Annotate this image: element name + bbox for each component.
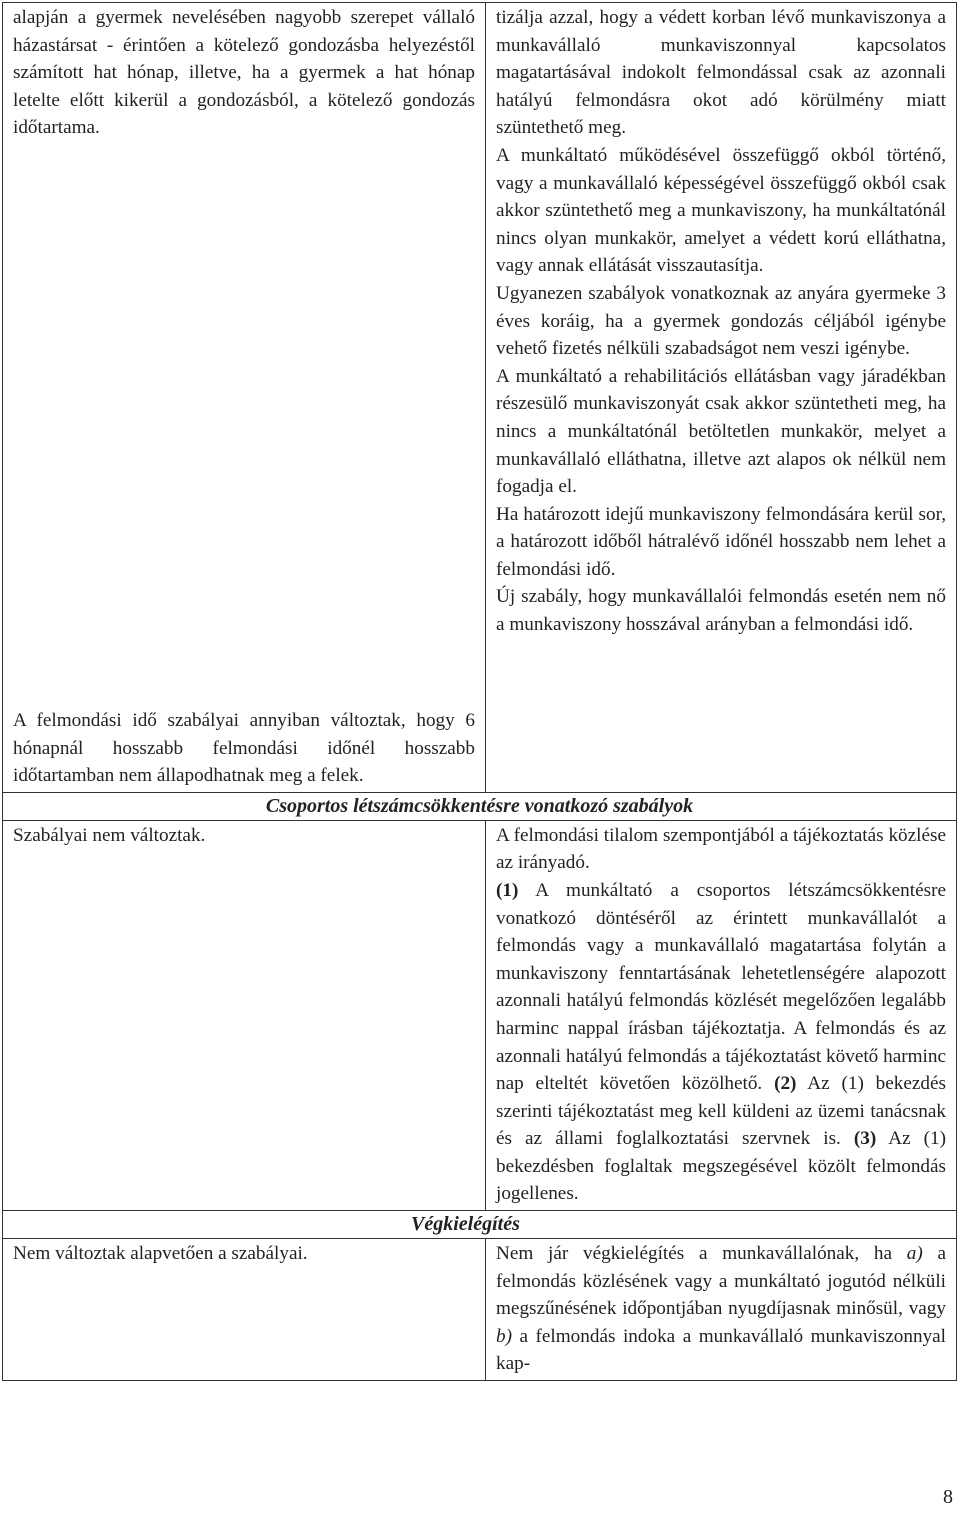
paragraph-number-2: (2)	[774, 1073, 797, 1095]
right-column-cell	[486, 1239, 957, 1381]
right-paragraph-tajekoztatas: A felmondási tilalom szempontjából a tájékoztatás közlése az irányadó.	[496, 824, 946, 874]
vegkielegites-item-a: a felmondás közlésének vagy a munkáltató jogutód nélküli megszűnésének időpontjában nyugdíjasnak minősül, vagy	[496, 1243, 947, 1320]
left-paragraph-gondozas: alapján a gyermek nevelésében nagyobb szerepet vállaló házastársat - érintően a kötelező gondozásba helyezéstől számított hat hónap, illetve, ha a gyermek a hat hónap letelte előtt kikerül a gondozásból, a kötelező gondozás időtartama.	[13, 7, 475, 139]
spacer	[13, 142, 475, 707]
right-column-cell	[486, 3, 957, 793]
comparison-table	[2, 2, 957, 1381]
table-row	[3, 1239, 957, 1381]
paragraph-text-2: Az (1) bekezdés szerinti tájékoztatást meg kell küldeni az üzemi tanácsnak és az állami foglalkoztatási szervnek is.	[496, 1073, 946, 1150]
table-row	[3, 792, 957, 820]
right-paragraph-mukodes: A munkáltató működésével összefüggő okból történő, vagy a munkavállaló képességével összefüggő okból csak akkor szüntethető meg a munkaviszony, ha munkáltatónál nincs olyan munkakör, amelyet a védett korú elláthatna, vagy annak ellátását visszautasítja.	[496, 144, 946, 277]
table-row	[3, 820, 957, 1210]
right-paragraph-anya: Ugyanezen szabályok vonatkoznak az anyára gyermeke 3 éves koráig, ha a gyermek gondozás céljából igénybe vehető fizetés nélküli szabadságot nem veszi igénybe.	[496, 282, 946, 360]
right-paragraph-uj-szabaly: Új szabály, hogy munkavállalói felmondás esetén nem nő a munkaviszony hosszával arányban a felmondási idő.	[496, 586, 946, 636]
left-column-cell	[3, 3, 486, 793]
left-paragraph-felmondasi-ido: A felmondási idő szabályai annyiban változtak, hogy 6 hónapnál hosszabb felmondási időnél hosszabb időtartamban nem állapodhatnak meg a felek.	[13, 709, 475, 787]
paragraph-text-1: A munkáltató a csoportos létszámcsökkentésre vonatkozó döntéséről az érintett munkavállalót a felmondás vagy a munkavállaló magatartása folytán a munkaviszony fenntartásának lehetetlenségére alapozott azonnali hatályú felmondás közlését megelőzően legalább harminc nappal írásban tájékoztatja. A felmondás és az azonnali hatályú felmondás a tájékoztatást követő harminc nap elteltét követően közölhető.	[496, 879, 946, 1095]
right-paragraph-vegkielegites	[496, 1240, 946, 1378]
table-row	[3, 1211, 957, 1239]
paragraph-text-3: Az (1) bekezdésben foglaltak megszegésével közölt felmondás jogellenes.	[496, 1128, 946, 1205]
paragraph-number-1: (1)	[496, 879, 519, 901]
vegkielegites-item-b: a felmondás indoka a munkavállaló munkaviszonnyal kap-	[496, 1325, 947, 1375]
page-number: 8	[943, 1486, 953, 1508]
right-paragraph-rehabilitacio: A munkáltató a rehabilitációs ellátásban vagy járadékban részesülő munkaviszonyát csak akkor szüntetheti meg, ha nincs a munkáltatónál betöltetlen munkakör, melyet a munkavállaló elláthatna, illetve azt alapos ok nélkül nem fogadja el.	[496, 365, 946, 498]
list-marker-b: b)	[496, 1325, 512, 1347]
left-column-cell	[3, 820, 486, 1210]
paragraph-number-3: (3)	[853, 1128, 877, 1150]
right-column-cell	[486, 820, 957, 1210]
table-row	[3, 3, 957, 793]
section-heading-csoportos: Csoportos létszámcsökkentésre vonatkozó szabályok	[3, 792, 957, 820]
list-marker-a: a)	[906, 1243, 923, 1265]
right-paragraph-hatarozott: Ha határozott idejű munkaviszony felmondására kerül sor, a határozott időből hátralévő időnél hosszabb nem lehet a felmondási idő.	[496, 503, 946, 580]
section-heading-vegkielegites: Végkielégítés	[3, 1211, 957, 1239]
right-paragraph-vedett-kor: tizálja azzal, hogy a védett korban lévő munkaviszonya a munkavállaló munkaviszonnyal kapcsolatos magatartásával indokolt felmondással csak az azonnali hatályú felmondásra okot adó körülmény miatt szüntethető meg.	[496, 7, 946, 139]
left-text-szabalyai: Szabályai nem változtak.	[13, 824, 206, 846]
vegkielegites-intro: Nem jár végkielégítés a munkavállalónak, ha	[496, 1243, 893, 1265]
right-paragraph-szabalyok	[496, 877, 946, 1208]
left-text-alapvetoen: Nem változtak alapvetően a szabályai.	[13, 1243, 308, 1265]
left-column-cell	[3, 1239, 486, 1381]
